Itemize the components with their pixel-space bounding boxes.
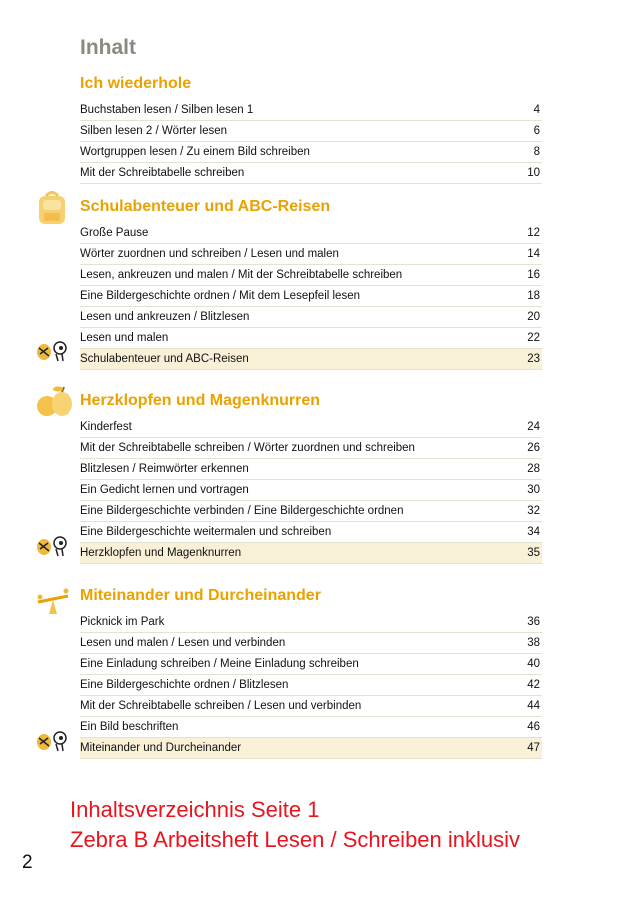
page-number: 2 bbox=[22, 852, 33, 873]
toc-row-label: Lesen und malen / Lesen und verbinden bbox=[80, 637, 286, 649]
mascot-icon bbox=[36, 730, 70, 752]
toc-row[interactable] bbox=[80, 717, 542, 738]
toc-row[interactable] bbox=[80, 501, 542, 522]
toc-row-label: Eine Bildergeschichte verbinden / Eine Bildergeschichte ordnen bbox=[80, 505, 404, 517]
toc-row-page: 16 bbox=[527, 269, 540, 281]
mascot-icon bbox=[36, 340, 70, 362]
toc-row[interactable] bbox=[80, 633, 542, 654]
toc-row-label: Eine Bildergeschichte ordnen / Mit dem Lesepfeil lesen bbox=[80, 290, 360, 302]
toc-row[interactable] bbox=[80, 121, 542, 142]
toc-row-label: Picknick im Park bbox=[80, 616, 165, 628]
toc-row-label: Miteinander und Durcheinander bbox=[80, 742, 242, 754]
toc-row-label: Wörter zuordnen und schreiben / Lesen und malen bbox=[80, 248, 339, 260]
toc-row[interactable] bbox=[80, 328, 542, 349]
note-line-1: Inhaltsverzeichnis Seite 1 bbox=[70, 797, 320, 822]
section-title: Ich wiederhole bbox=[80, 75, 192, 92]
toc-row-review[interactable] bbox=[80, 543, 542, 564]
toc-row-label: Große Pause bbox=[80, 227, 149, 239]
mascot-icon bbox=[36, 535, 70, 557]
toc-row-page: 14 bbox=[527, 248, 540, 260]
section-title: Schulabenteuer und ABC-Reisen bbox=[80, 198, 331, 215]
toc-row[interactable] bbox=[80, 244, 542, 265]
toc-row[interactable] bbox=[80, 654, 542, 675]
toc-row-page: 24 bbox=[527, 421, 540, 433]
toc-row-page: 10 bbox=[527, 167, 540, 179]
toc-row-page: 47 bbox=[527, 742, 540, 754]
toc-row-page: 36 bbox=[527, 616, 540, 628]
toc-row[interactable] bbox=[80, 265, 542, 286]
section-title: Herzklopfen und Magenknurren bbox=[80, 392, 321, 409]
toc-row-label: Buchstaben lesen / Silben lesen 1 bbox=[80, 104, 254, 116]
toc-row[interactable] bbox=[80, 675, 542, 696]
toc-row-label: Lesen und malen bbox=[80, 332, 169, 344]
toc-row-label: Eine Bildergeschichte weitermalen und schreiben bbox=[80, 526, 332, 538]
section-miteinander bbox=[80, 584, 542, 759]
school-bag-icon bbox=[36, 190, 68, 226]
toc-row[interactable] bbox=[80, 438, 542, 459]
toc-row-label: Wortgruppen lesen / Zu einem Bild schreiben bbox=[80, 146, 310, 158]
toc-row-label: Schulabenteuer und ABC-Reisen bbox=[80, 353, 249, 365]
toc-row-page: 18 bbox=[527, 290, 540, 302]
toc-row[interactable] bbox=[80, 142, 542, 163]
toc-row-page: 8 bbox=[533, 146, 540, 158]
section-schulabenteuer bbox=[80, 195, 542, 370]
toc-row[interactable] bbox=[80, 612, 542, 633]
toc-row[interactable] bbox=[80, 100, 542, 121]
toc-row[interactable] bbox=[80, 522, 542, 543]
toc-row-label: Mit der Schreibtabelle schreiben / Wörter zuordnen und schreiben bbox=[80, 442, 415, 454]
toc-row-page: 26 bbox=[527, 442, 540, 454]
toc-row-page: 38 bbox=[527, 637, 540, 649]
toc-row-page: 4 bbox=[533, 104, 540, 116]
toc-row[interactable] bbox=[80, 163, 542, 184]
toc-row[interactable] bbox=[80, 307, 542, 328]
toc-row-label: Blitzlesen / Reimwörter erkennen bbox=[80, 463, 249, 475]
toc-row-page: 6 bbox=[533, 125, 540, 137]
toc-row-page: 12 bbox=[527, 227, 540, 239]
toc-row-page: 46 bbox=[527, 721, 540, 733]
toc-row-page: 30 bbox=[527, 484, 540, 496]
toc-row-label: Mit der Schreibtabelle schreiben / Lesen und verbinden bbox=[80, 700, 362, 712]
toc-row-label: Ein Gedicht lernen und vortragen bbox=[80, 484, 249, 496]
toc-row-page: 28 bbox=[527, 463, 540, 475]
toc-row-page: 44 bbox=[527, 700, 540, 712]
toc-row-label: Ein Bild beschriften bbox=[80, 721, 179, 733]
toc-row[interactable] bbox=[80, 459, 542, 480]
fruit-icon bbox=[36, 386, 74, 418]
toc-row-page: 23 bbox=[527, 353, 540, 365]
toc-row[interactable] bbox=[80, 696, 542, 717]
toc-row[interactable] bbox=[80, 417, 542, 438]
toc-row-review[interactable] bbox=[80, 349, 542, 370]
toc-row-page: 34 bbox=[527, 526, 540, 538]
toc-row-label: Eine Bildergeschichte ordnen / Blitzlesen bbox=[80, 679, 289, 691]
toc-row-page: 42 bbox=[527, 679, 540, 691]
toc-row-page: 35 bbox=[527, 547, 540, 559]
toc-row-page: 20 bbox=[527, 311, 540, 323]
toc-row[interactable] bbox=[80, 480, 542, 501]
section-ich-wiederhole bbox=[80, 72, 542, 184]
toc-row-label: Kinderfest bbox=[80, 421, 132, 433]
toc-row-label: Lesen und ankreuzen / Blitzlesen bbox=[80, 311, 250, 323]
toc-row[interactable] bbox=[80, 286, 542, 307]
note-line-2: Zebra B Arbeitsheft Lesen / Schreiben inklusiv bbox=[70, 827, 521, 852]
seesaw-icon bbox=[36, 588, 70, 616]
toc-row-page: 32 bbox=[527, 505, 540, 517]
toc-row-label: Eine Einladung schreiben / Meine Einladung schreiben bbox=[80, 658, 359, 670]
section-herzklopfen bbox=[80, 389, 542, 564]
toc-row-label: Mit der Schreibtabelle schreiben bbox=[80, 167, 245, 179]
toc-row-page: 22 bbox=[527, 332, 540, 344]
page-title: Inhalt bbox=[80, 36, 136, 59]
toc-row-label: Silben lesen 2 / Wörter lesen bbox=[80, 125, 228, 137]
toc-row-label: Lesen, ankreuzen und malen / Mit der Schreibtabelle schreiben bbox=[80, 269, 403, 281]
toc-row-label: Herzklopfen und Magenknurren bbox=[80, 547, 242, 559]
toc-row[interactable] bbox=[80, 223, 542, 244]
toc-row-review[interactable] bbox=[80, 738, 542, 759]
section-title: Miteinander und Durcheinander bbox=[80, 587, 321, 604]
toc-row-page: 40 bbox=[527, 658, 540, 670]
